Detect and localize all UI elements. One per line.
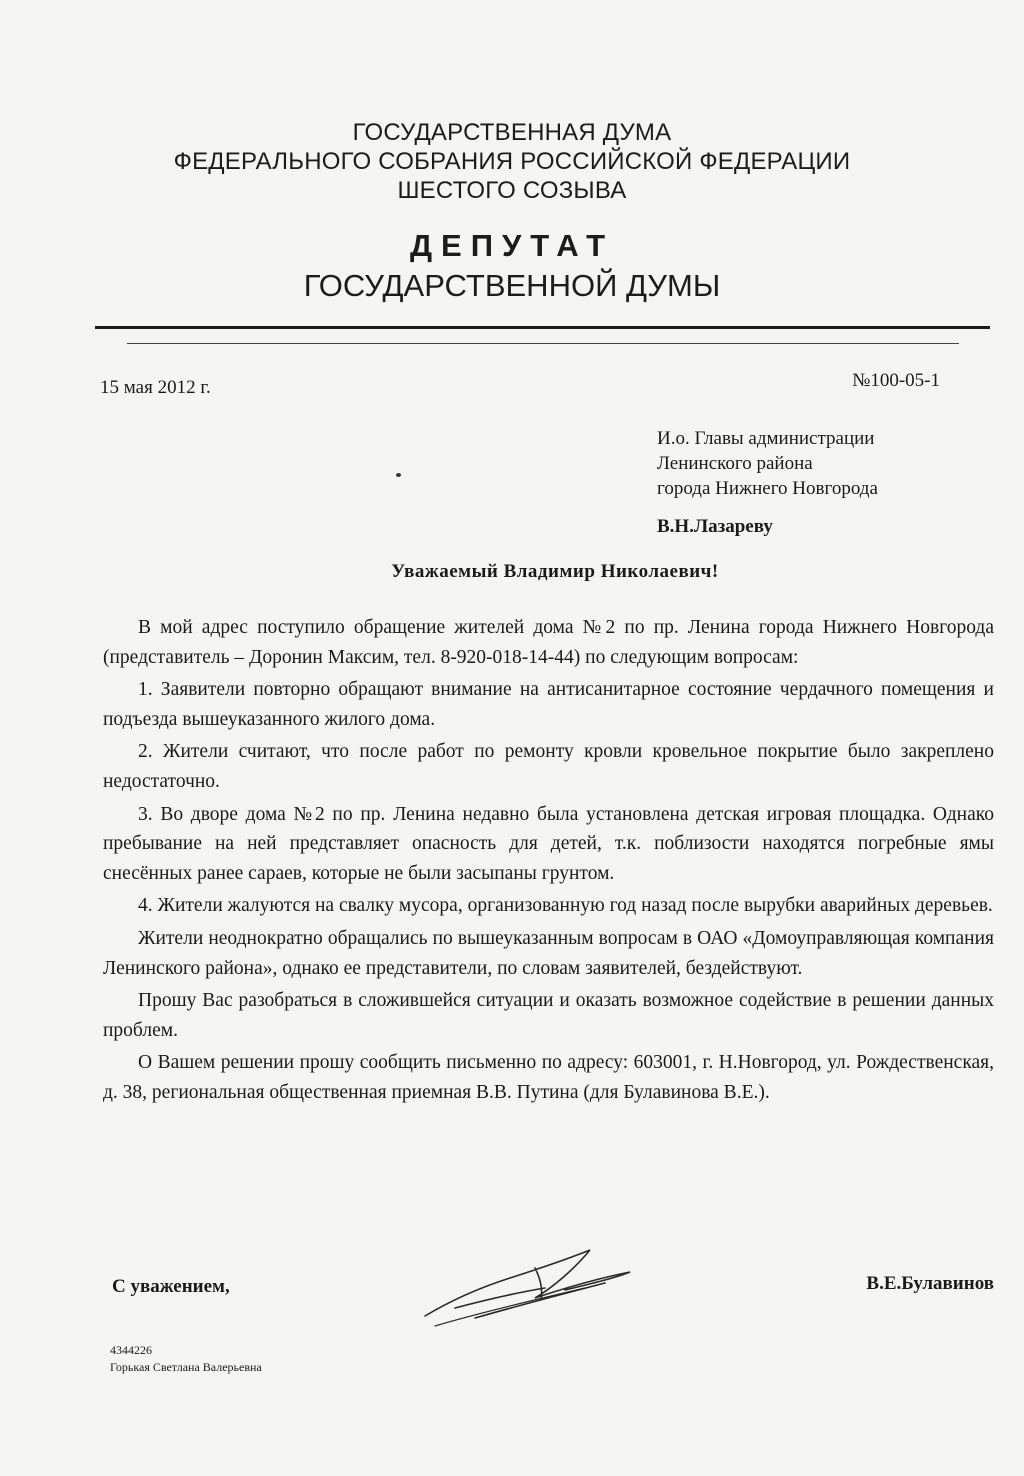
executor-name: Горькая Светлана Валерьевна [110,1360,262,1374]
executor-phone: 4344226 [110,1343,152,1357]
body-paragraph-appeals: Жители неоднократно обращались по вышеуказанным вопросам в ОАО «Домоуправляющая компания Ленинского района», однако ее представители, по словам заявителей, бездействуют. [103,927,994,979]
deputy-title: ДЕПУТАТ [409,228,615,263]
body-paragraph-item-4: 4. Жители жалуются на свалку мусора, организованную год назад после вырубки аварийных деревьев. [138,895,993,917]
salutation: Уважаемый Владимир Николаевич! [391,561,719,582]
organization-header [0,118,1024,205]
body-paragraph-item-3: 3. Во дворе дома №2 по пр. Ленина недавно была установлена детская игровая площадка. Однако пребывание на ней представляет опасность для детей, т.к. поблизости находятся погребные ямы снесённых ранее сараев, которые не были засыпаны грунтом. [103,803,994,884]
closing-phrase: С уважением, [112,1276,230,1297]
letter-date: 15 мая 2012 г. [100,377,211,398]
letter-body [103,613,994,1111]
org-line-2: ФЕДЕРАЛЬНОГО СОБРАНИЯ РОССИЙСКОЙ ФЕДЕРАЦИИ [173,148,851,175]
addressee-line-2: Ленинского района [657,453,813,474]
body-paragraph-intro: В мой адрес поступило обращение жителей дома №2 по пр. Ленина города Нижнего Новгорода (представитель – Доронин Максим, тел. 8-920-018-14-44) по следующим вопросам: [103,617,994,668]
body-paragraph-reply-address: О Вашем решении прошу сообщить письменно по адресу: 603001, г. Н.Новгород, ул. Рождественская, д. 38, региональная общественная приемная В.В. Путина (для Булавинова В.Е.). [103,1052,994,1103]
scan-speck [396,473,401,477]
signer-name: В.Е.Булавинов [866,1273,994,1294]
addressee-name: В.Н.Лазареву [657,516,773,537]
handwritten-signature [415,1238,655,1328]
document-number: №100-05-1 [852,370,940,391]
body-paragraph-item-1: 1. Заявители повторно обращают внимание на антисанитарное состояние чердачного помещения и подъезда вышеуказанного жилого дома. [103,679,994,730]
body-paragraph-request: Прошу Вас разобраться в сложившейся ситуации и оказать возможное содействие в решении данных проблем. [103,990,994,1041]
org-line-1: ГОСУДАРСТВЕННАЯ ДУМА [352,119,672,146]
header-divider-thin [127,343,959,344]
deputy-subtitle: ГОСУДАРСТВЕННОЙ ДУМЫ [303,268,721,303]
addressee-block [657,426,878,501]
addressee-line-1: И.о. Главы администрации [657,428,875,449]
body-paragraph-item-2: 2. Жители считают, что после работ по ремонту кровли кровельное покрытие было закреплено недостаточно. [103,741,994,792]
executor-footer [110,1342,262,1376]
addressee-line-3: города Нижнего Новгорода [657,478,878,499]
org-line-3: ШЕСТОГО СОЗЫВА [397,177,627,204]
header-divider-thick [95,326,990,329]
